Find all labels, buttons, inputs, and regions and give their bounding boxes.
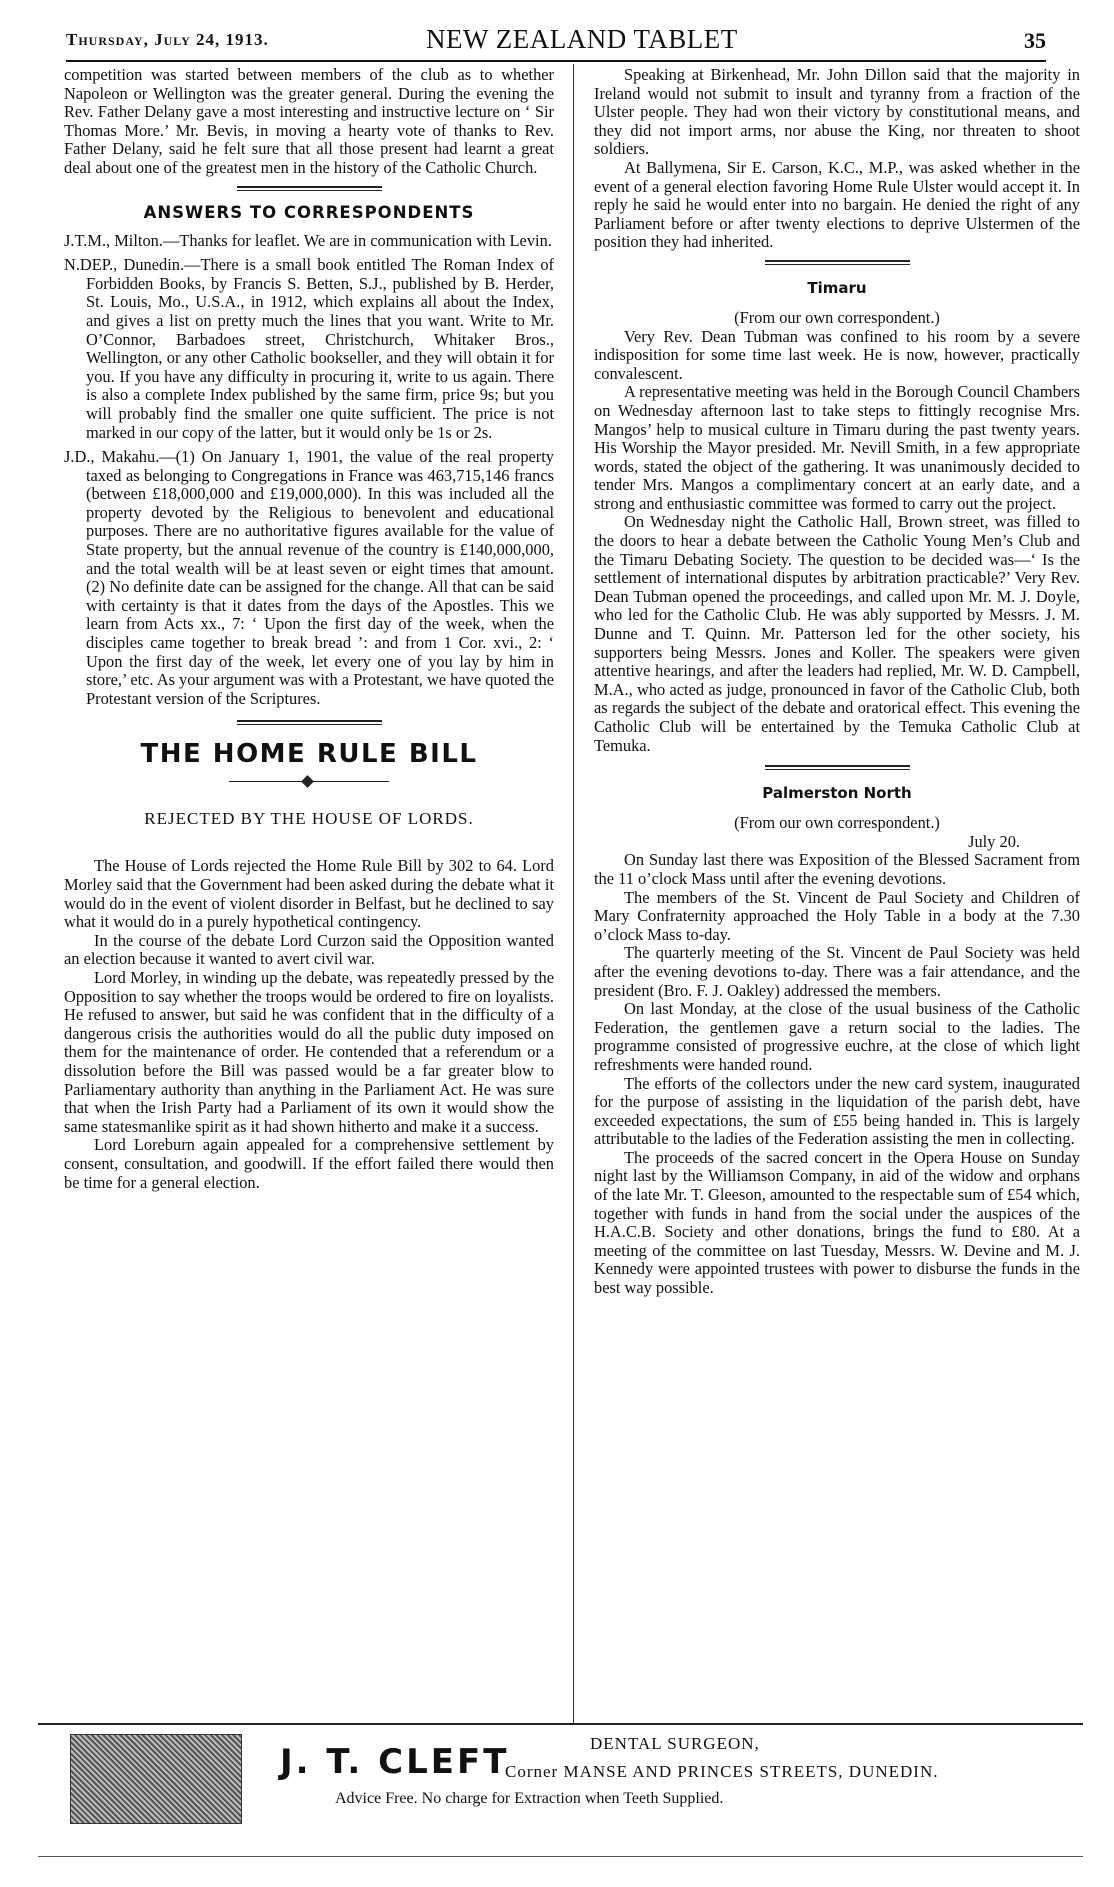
answer-item: J.D., Makahu.—(1) On January 1, 1901, the value of the real property taxed as belonging to Congregations in France was 463,715,146 francs (between £18,000,000 and £19,000,000). In this was included all the property devoted by the Religious to benevolent and educational purposes. There are no authoritative figures available for the value of State property, but the annual revenue of the country is £140,000,000, and the total wealth will be at least seven or eight times that amount. (2) No definite date can be assigned for the change. All that can be said with certainty is that it dates from the days of the Apostles. This we learn from Acts xx., 7: ‘ Upon the first day of the week, when the disciples came together to break bread ’: and from 1 Cor. xvi., 2: ‘ Upon the first day of the week, let every one of you lay by him in store,’ etc. As your argument was with a Protestant, we have quoted the Protestant version of the Scriptures. [64, 447, 554, 708]
header-rule [66, 60, 1046, 62]
advert-name: J. T. CLEFT [280, 1742, 510, 1782]
article-paragraph: Lord Morley, in winding up the debate, was repeatedly pressed by the Opposition to say whether the troops would be ordered to fire on loyalists. He refused to answer, but said he was confident that in the difficulty of a dangerous crisis the authorities would do all the public duty imposed on them for the maintenance of order. He contended that a referendum or a dissolution before the Bill was passed would be a far greater blow to Parliamentary authority than anything in the Parliament Act. He was sure that when the Irish Party had a Parliament of its own it would show the same statesmanlike spirit as it had shown hitherto and make it a success. [64, 967, 554, 1136]
home-rule-heading: THE HOME RULE BILL [140, 739, 478, 770]
article-paragraph: At Ballymena, Sir E. Carson, K.C., M.P., was asked whether in the event of a general election favoring Home Rule Ulster would accept it. In reply he said he would enter into no bargain. He denied the right of any Parliament before or after twenty elections to deprive Ulstermen of the position they had inherited. [594, 157, 1080, 252]
article-paragraph: The quarterly meeting of the St. Vincent de Paul Society was held after the evening devotions to-day. There was a fair attendance, and the president (Bro. F. J. Oakley) addressed the members. [594, 943, 1080, 1000]
page-header [66, 26, 1046, 60]
home-rule-subtitle: REJECTED BY THE HOUSE OF LORDS. [144, 809, 474, 829]
answer-item: N.DEP., Dunedin.—There is a small book entitled The Roman Index of Forbidden Books, by Francis S. Betten, S.J., published by B. Herder, St. Louis, Mo., U.S.A., in 1912, which explains all about the Index, and gives a list on pretty much the lines that you want. Write to Mr. O’Connor, Barbadoes street, Christchurch, Whitaker Bros., Wellington, or any other Catholic bookseller, and they will obtain it for you. If you have any difficulty in procuring it, write to us again. There is also a complete Index published by the same firm, price 9s; but you will probably find the smaller one quite sufficient. The price is not marked in our copy of the latter, but it would only be 1s or 2s. [64, 255, 554, 442]
article-paragraph: On Sunday last there was Exposition of the Blessed Sacrament from the 11 o’clock Mass until after the evening devotions. [594, 850, 1080, 888]
timaru-heading: Timaru [807, 278, 867, 297]
column-divider [573, 64, 574, 1724]
correspondent-line: (From our own correspondent.) [734, 307, 940, 327]
article-paragraph: The proceeds of the sacred concert in the Opera House on Sunday night last by the Williamson Company, in aid of the widow and orphans of the late Mr. T. Gleeson, amounted to the respectable sum of £54 which, together with funds in hand from the social under the auspices of the H.A.C.B. Society and other donations, brings the fund to £80. At a meeting of the committee on last Tuesday, Messrs. W. Devine and M. J. Kennedy were appointed trustees with power to disburse the funds in the best way possible. [594, 1147, 1080, 1298]
article-paragraph: On last Monday, at the close of the usual business of the Catholic Federation, the gentlemen gave a return social to the ladies. The programme consisted of progressive euchre, at the close of which light refreshments were handed round. [594, 999, 1080, 1074]
dateline: July 20. [968, 831, 1020, 851]
article-paragraph: In the course of the debate Lord Curzon said the Opposition wanted an election because it wanted to avert civil war. [64, 930, 554, 969]
article-paragraph: Speaking at Birkenhead, Mr. John Dillon said that the majority in Ireland would not submit to insult and tyranny from a fraction of the Ulster people. They had won their victory by constitutional means, and they did not import arms, nor abuse the King, nor threaten to shoot soldiers. [594, 65, 1080, 159]
advert-title: DENTAL SURGEON, [590, 1734, 760, 1753]
section-rule [765, 765, 910, 770]
article-paragraph: The efforts of the collectors under the new card system, inaugurated for the purpose of assisting in the liquidation of the parish debt, have exceeded expectations, the sum of £55 being handed in. This is largely attributable to the ladies of the Federation assisting the men in collecting. [594, 1073, 1080, 1149]
section-rule [765, 260, 910, 265]
article-paragraph: Very Rev. Dean Tubman was confined to his room by a severe indisposition for some time last week. He is now, however, practically convalescent. [594, 326, 1080, 383]
dental-advertisement [70, 1734, 1070, 1849]
header-title: NEW ZEALAND TABLET [426, 24, 738, 54]
article-paragraph: Lord Loreburn again appealed for a comprehensive settlement by consent, consultation, and goodwill. If the effort failed there would then be time for a general election. [64, 1135, 554, 1192]
article-paragraph: The members of the St. Vincent de Paul Society and Children of Mary Confraternity approached the Holy Table in a body at the 7.30 o’clock Mass to-day. [594, 887, 1080, 944]
correspondent-line: (From our own correspondent.) [734, 813, 940, 833]
page-number: 35 [1024, 28, 1046, 53]
advert-rule [38, 1723, 1083, 1725]
section-rule [237, 186, 382, 191]
right-column [594, 66, 1080, 1298]
advert-illustration [70, 1734, 242, 1824]
intro-paragraph: competition was started between members of the club as to whether Napoleon or Wellington was the greater general. During the evening the Rev. Father Delany gave a most interesting and instructive lecture on ‘ Sir Thomas More.’ Mr. Bevis, in moving a hearty vote of thanks to Rev. Father Delany, said he felt sure that all those present had learnt a great deal about one of the greatest men in the history of the Catholic Church. [64, 65, 554, 177]
diamond-rule [229, 777, 389, 787]
section-rule [237, 720, 382, 725]
answer-item: J.T.M., Milton.—Thanks for leaflet. We are in communication with Levin. [64, 230, 552, 250]
bottom-rule [38, 1856, 1083, 1857]
advert-note: Advice Free. No charge for Extraction when Teeth Supplied. [335, 1790, 724, 1807]
left-column [64, 66, 554, 1192]
answers-heading: ANSWERS TO CORRESPONDENTS [143, 202, 475, 222]
palmerston-heading: Palmerston North [762, 784, 912, 803]
article-paragraph: On Wednesday night the Catholic Hall, Brown street, was filled to the doors to hear a debate between the Catholic Young Men’s Club and the Timaru Debating Society. The question to be decided was—‘ Is the settlement of international disputes by arbitration practicable?’ Very Rev. Dean Tubman opened the proceedings, and called upon Mr. M. J. Doyle, who led for the Catholic Club. He was ably supported by Messrs. J. M. Dunne and T. Quinn. Mr. Patterson led for the other society, his supporters being Messrs. Jones and Koller. The speakers were given attentive hearings, and after the leaders had replied, Mr. W. D. Campbell, M.A., who acted as judge, pronounced in favor of the Catholic Club, both as regards the subject of the debate and oratorical effect. This evening the Catholic Club will be entertained by the Temuka Catholic Club at Temuka. [594, 512, 1080, 755]
header-date: Thursday, July 24, 1913. [66, 30, 269, 49]
article-paragraph: A representative meeting was held in the Borough Council Chambers on Wednesday afternoon last to take steps to fittingly recognise Mrs. Mangos’ help to musical culture in Timaru during the past twenty years. His Worship the Mayor presided. Mr. Nevill Smith, in a few appropriate words, stated the object of the gathering. It was unanimously decided to tender Mrs. Mangos a complimentary concert at an early date, and a strong and enthusiastic committee was formed to carry out the project. [594, 382, 1080, 513]
advert-address: Corner MANSE AND PRINCES STREETS, DUNEDIN. [505, 1762, 939, 1781]
article-paragraph: The House of Lords rejected the Home Rule Bill by 302 to 64. Lord Morley said that the Government had been asked during the debate what it would do in the event of violent disorder in Belfast, but he declined to say what it would do in a purely hypothetical contingency. [64, 856, 554, 932]
